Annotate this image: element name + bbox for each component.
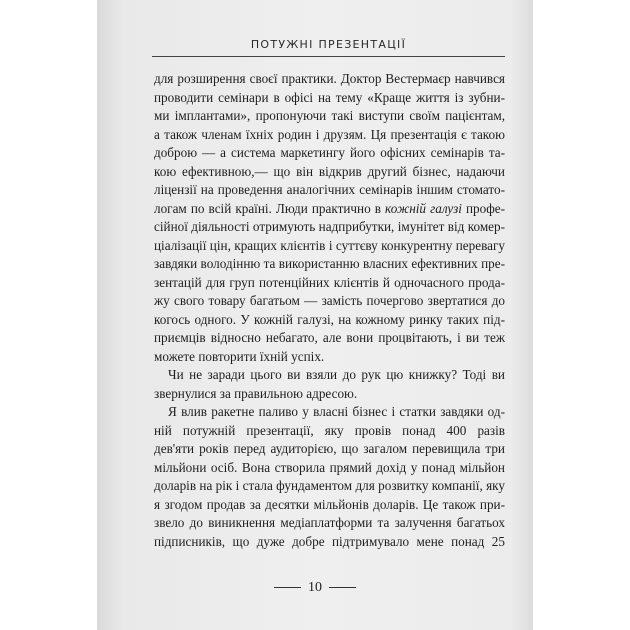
text-line xyxy=(154,89,505,108)
text-line xyxy=(154,440,505,459)
text-line xyxy=(154,496,505,515)
italic-emphasis: кожній галузі xyxy=(385,200,462,216)
text-line xyxy=(154,329,505,348)
page-number: 10 xyxy=(308,580,322,595)
folio-dash-right xyxy=(329,587,356,588)
text-segment: Я влив ракетне паливо у власні бізнес і статки завдяки од- xyxy=(168,404,505,420)
text-segment: зентацій для груп потенційних клієнтів й одночасного прода- xyxy=(154,274,505,290)
text-line xyxy=(154,422,505,441)
text-segment: когось одного. У кожній галузі, на кожному ринку таких під- xyxy=(154,311,505,327)
text-line xyxy=(154,144,505,163)
text-segment: ній потужній презентації, яку провів понад 400 разів xyxy=(154,422,505,438)
header-rule xyxy=(152,56,505,57)
text-line xyxy=(154,163,505,182)
text-line xyxy=(154,70,505,89)
text-segment: доларів на рік і стала фундаментом для розвитку компанії, яку xyxy=(154,478,505,494)
text-segment: ми імплантами», пропонуючи такі виступи своїм пацієнтам, xyxy=(154,108,505,124)
text-line xyxy=(154,385,505,404)
text-segment: сійної діяльності отримують надприбутки, імунітет від комер- xyxy=(154,219,505,235)
text-line xyxy=(154,218,505,237)
text-segment: звернулися за правильною адресою. xyxy=(154,385,358,401)
text-segment: я згодом продав за десятки мільйонів доларів. Це також при- xyxy=(154,496,505,512)
text-line xyxy=(154,477,505,496)
text-line xyxy=(154,255,505,274)
text-segment: логам по всій країні. Люди практично в xyxy=(154,200,386,216)
text-segment: завдяки володінню та використанню власних ефективних пре- xyxy=(154,256,505,272)
text-line xyxy=(154,533,505,552)
text-segment: підписників, що дуже добре підтримувало мене понад 25 xyxy=(154,533,505,549)
text-line xyxy=(154,514,505,533)
text-line xyxy=(154,459,505,478)
text-segment: звело до виникнення медіаплатформи та залучення багатьох xyxy=(154,515,505,531)
text-line xyxy=(154,200,505,219)
text-segment: Чи не заради цього ви взяли до рук цю книжку? Тоді ви xyxy=(168,367,505,383)
text-segment: мільйони осіб. Вона створила прямий дохід у понад мільйон xyxy=(154,459,505,475)
text-segment: для розширення своєї практики. Доктор Вестермаєр навчився xyxy=(154,71,505,86)
text-segment: дев'яти років перед аудиторією, що загалом перевищила три xyxy=(154,441,505,457)
text-line xyxy=(154,274,505,293)
text-line xyxy=(154,403,505,422)
text-segment: ціалізації цін, кращих клієнтів і суттєву конкурентну перевагу xyxy=(154,237,505,253)
text-segment: ліцензії на проведення аналогічних семінарів іншим стомато- xyxy=(154,182,505,198)
text-line xyxy=(154,107,505,126)
running-header: ПОТУЖНІ ПРЕЗЕНТАЦІЇ xyxy=(250,38,407,51)
text-segment: проводити семінари в офісі на тему «Краще життя із зубни- xyxy=(154,89,505,105)
text-line xyxy=(154,348,505,367)
body-text xyxy=(154,70,505,551)
text-segment: можете повторити їхній успіх. xyxy=(154,348,325,364)
text-segment: профе- xyxy=(461,200,505,216)
text-segment: приємців відносно небагато, але вони процвітають, і ви теж xyxy=(154,330,505,346)
text-segment: кою ефективною,— що він відкрив другий бізнес, надаючи xyxy=(154,163,505,179)
text-segment: доброю — а система маркетингу його офісних семінарів та- xyxy=(154,145,505,161)
text-line xyxy=(154,366,505,385)
text-line xyxy=(154,311,505,330)
text-line xyxy=(154,181,505,200)
text-segment: жу свого товару багатьом — замість почергово звертатися до xyxy=(154,293,505,309)
page-footer xyxy=(0,580,630,596)
folio-dash-left xyxy=(274,587,301,588)
text-line xyxy=(154,126,505,145)
text-line xyxy=(154,292,505,311)
text-segment: а також членам їхніх родин і друзям. Ця презентація є такою xyxy=(154,126,505,142)
text-line xyxy=(154,237,505,256)
